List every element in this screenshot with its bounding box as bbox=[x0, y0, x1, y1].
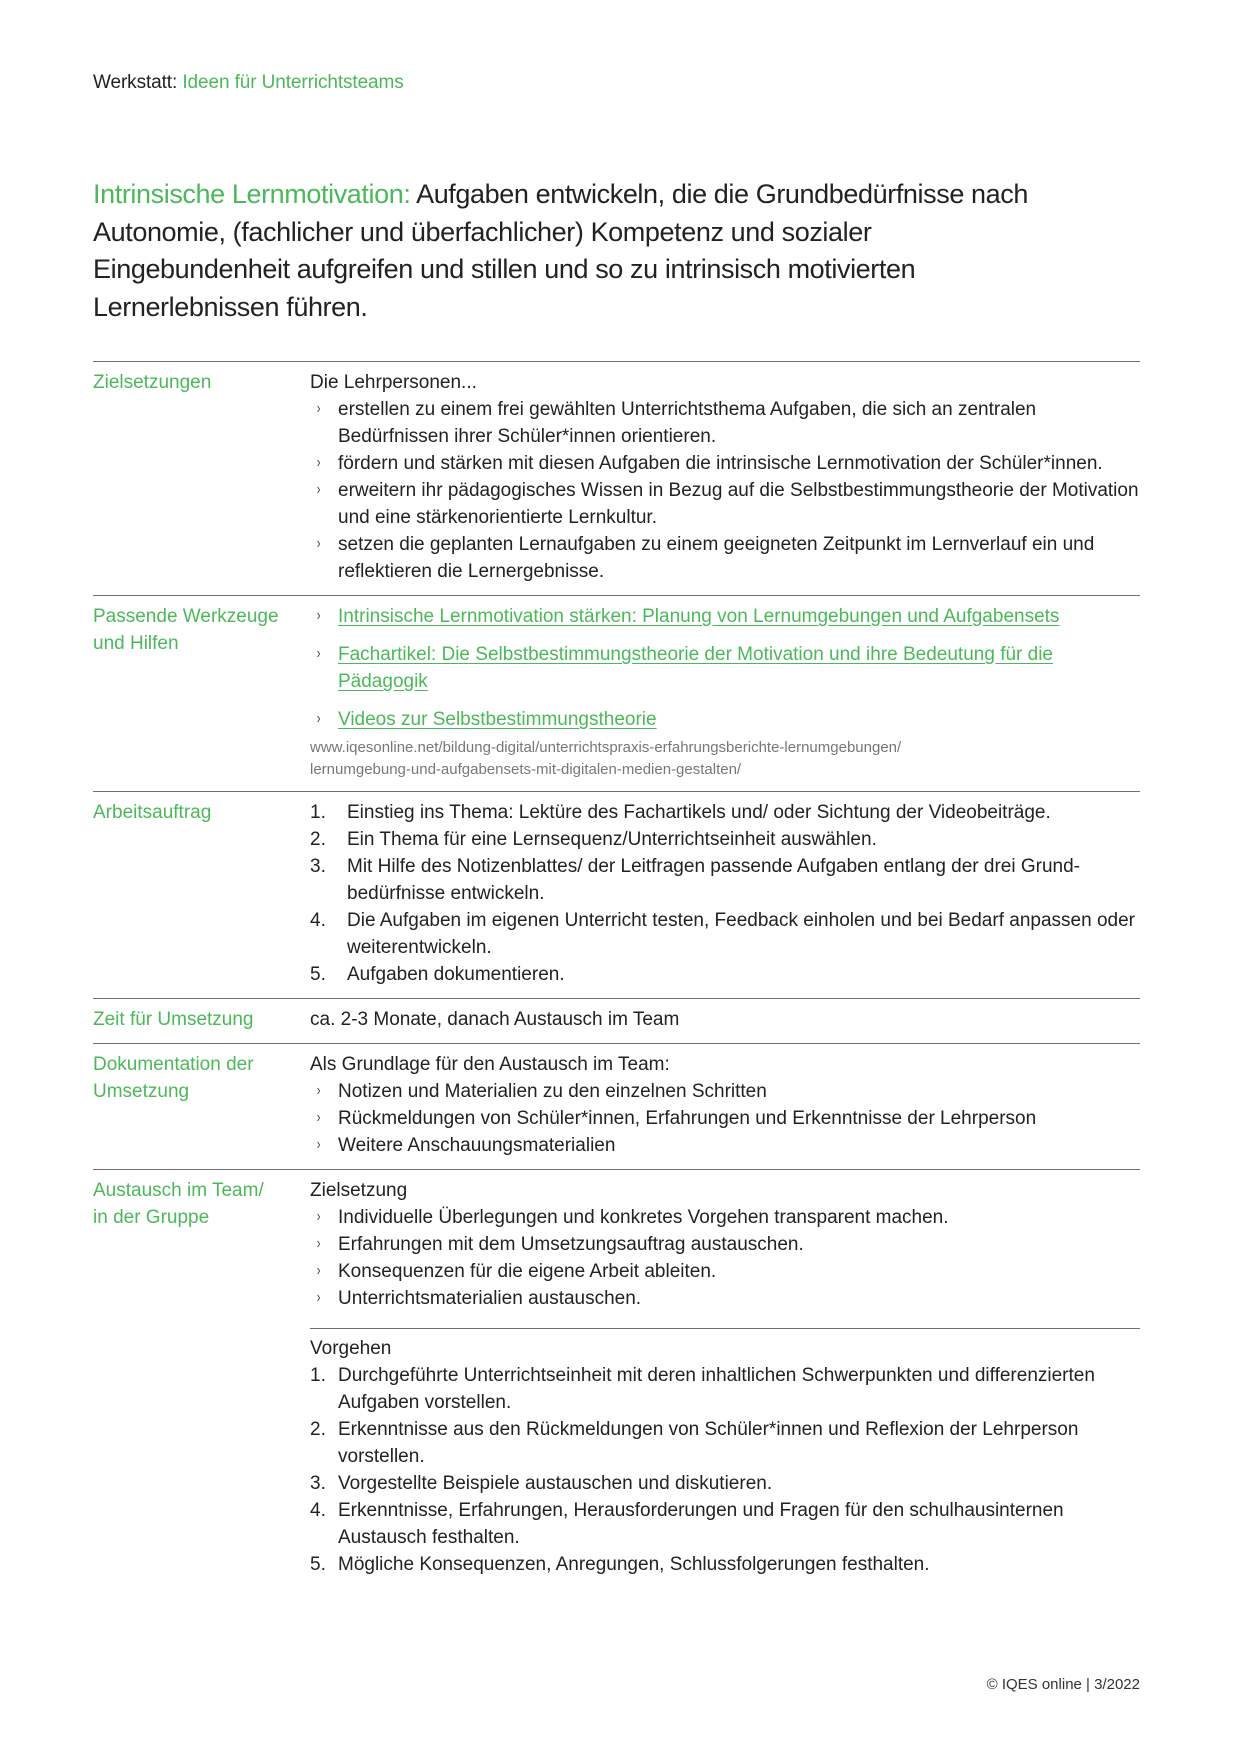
link-lernmotivation-staerken[interactable]: Intrinsische Lernmotivation stärken: Planung von Lernumgebungen und Aufgabensets bbox=[338, 606, 1060, 627]
row-zeit bbox=[93, 998, 1140, 1043]
chevron-right-icon: › bbox=[316, 1136, 321, 1153]
list-item bbox=[310, 706, 1140, 733]
chevron-right-icon: › bbox=[316, 1082, 321, 1099]
row-zielsetzungen bbox=[93, 361, 1140, 595]
row-arbeitsauftrag bbox=[93, 791, 1140, 998]
chevron-right-icon: › bbox=[316, 1289, 321, 1306]
row-body bbox=[310, 603, 1140, 781]
procedure-list bbox=[310, 1362, 1140, 1578]
chevron-right-icon: › bbox=[316, 535, 321, 552]
link-fachartikel[interactable]: Fachartikel: Die Selbstbestimmungstheorie der Motivation und ihre Bedeutung für die Pädagogik bbox=[338, 644, 1053, 692]
list-item: 3. Mit Hilfe des Notizenblattes/ der Leitfragen passende Aufgaben entlang der drei Grund-bedürfnisse entwickeln. bbox=[310, 856, 1081, 904]
list-item: › erstellen zu einem frei gewählten Unterrichtsthema Aufgaben, die sich an zentralen Bedürfnissen ihrer Schüler*innen orientieren. bbox=[310, 396, 1140, 450]
chevron-right-icon: › bbox=[316, 1208, 321, 1225]
link-videos[interactable]: Videos zur Selbstbestimmungstheorie bbox=[338, 709, 657, 730]
row-dokumentation bbox=[93, 1043, 1140, 1169]
task-list bbox=[310, 799, 1140, 988]
header-section: Ideen für Unterrichtsteams bbox=[182, 72, 404, 93]
row-label: Arbeitsauftrag bbox=[93, 802, 212, 823]
list-item: › setzen die geplanten Lernaufgaben zu einem geeigneten Zeitpunkt im Lernverlauf ein und reflektieren die Lernergebnisse. bbox=[310, 531, 1140, 585]
row-body bbox=[310, 799, 1140, 988]
list-item: 5. Aufgaben dokumentieren. bbox=[310, 964, 565, 985]
row-label: Passende Werkzeuge und Hilfen bbox=[93, 606, 279, 654]
header-prefix: Werkstatt: bbox=[93, 72, 183, 93]
list-item: › Konsequenzen für die eigene Arbeit ableiten. bbox=[310, 1258, 1140, 1285]
list-item: 4. Erkenntnisse, Erfahrungen, Herausforderungen und Fragen für den schulhausinternen Austausch festhalten. bbox=[310, 1500, 1064, 1548]
chevron-right-icon: › bbox=[316, 710, 321, 727]
list-item: 1. Einstieg ins Thema: Lektüre des Fachartikels und/ oder Sichtung der Videobeiträge. bbox=[310, 802, 1051, 823]
list-item: › Erfahrungen mit dem Umsetzungsauftrag austauschen. bbox=[310, 1231, 1140, 1258]
resource-links bbox=[310, 603, 1140, 733]
vorgehen-section bbox=[310, 1328, 1140, 1578]
list-item: 1. Durchgeführte Unterrichtseinheit mit deren inhaltlichen Schwerpunkten und differenzierten Aufgaben vorstellen. bbox=[310, 1365, 1095, 1413]
chevron-right-icon: › bbox=[316, 645, 321, 662]
list-item: 2. Erkenntnisse aus den Rückmeldungen von Schüler*innen und Reflexion der Lehrperson vorstellen. bbox=[310, 1419, 1079, 1467]
row-label: Zielsetzungen bbox=[93, 372, 212, 393]
chevron-right-icon: › bbox=[316, 400, 321, 417]
list-item: › Notizen und Materialien zu den einzelnen Schritten bbox=[310, 1078, 1140, 1105]
list-item: 5. Mögliche Konsequenzen, Anregungen, Schlussfolgerungen festhalten. bbox=[310, 1554, 930, 1575]
page-header bbox=[93, 72, 404, 94]
list-item: 3. Vorgestellte Beispiele austauschen und diskutieren. bbox=[310, 1473, 773, 1494]
list-item: › Individuelle Überlegungen und konkretes Vorgehen transparent machen. bbox=[310, 1204, 1140, 1231]
list-item: › Rückmeldungen von Schüler*innen, Erfahrungen und Erkenntnisse der Lehrperson bbox=[310, 1105, 1140, 1132]
chevron-right-icon: › bbox=[316, 1109, 321, 1126]
list-item: › erweitern ihr pädagogisches Wissen in Bezug auf die Selbstbestimmungstheorie der Motivation und eine stärkenorientierte Lernkultur. bbox=[310, 477, 1140, 531]
list-item: › Unterrichtsmaterialien austauschen. bbox=[310, 1285, 1140, 1312]
page-footer: © IQES online | 3/2022 bbox=[986, 1676, 1140, 1693]
chevron-right-icon: › bbox=[316, 1235, 321, 1252]
list-item: › fördern und stärken mit diesen Aufgaben die intrinsische Lernmotivation der Schüler*innen. bbox=[310, 450, 1140, 477]
list-item bbox=[310, 641, 1140, 695]
subsection-heading: Vorgehen bbox=[310, 1338, 392, 1359]
intro-text: Die Lehrpersonen... bbox=[310, 372, 477, 393]
subsection-heading: Zielsetzung bbox=[310, 1180, 408, 1201]
list-item: 4. Die Aufgaben im eigenen Unterricht testen, Feedback einholen und bei Bedarf anpassen oder weiterentwickeln. bbox=[310, 910, 1135, 958]
row-body bbox=[310, 1177, 1140, 1578]
chevron-right-icon: › bbox=[316, 481, 321, 498]
row-label: Zeit für Umsetzung bbox=[93, 1009, 254, 1030]
intro-text: Als Grundlage für den Austausch im Team: bbox=[310, 1054, 670, 1075]
chevron-right-icon: › bbox=[316, 454, 321, 471]
goals-list bbox=[310, 396, 1140, 585]
documentation-list bbox=[310, 1078, 1140, 1159]
page-title bbox=[93, 176, 1053, 326]
row-body: ca. 2-3 Monate, danach Austausch im Team bbox=[310, 1009, 680, 1030]
row-body bbox=[310, 1051, 1140, 1159]
chevron-right-icon: › bbox=[316, 607, 321, 624]
row-werkzeuge bbox=[93, 595, 1140, 791]
chevron-right-icon: › bbox=[316, 1262, 321, 1279]
row-body bbox=[310, 369, 1140, 585]
row-label: Austausch im Team/ in der Gruppe bbox=[93, 1180, 264, 1228]
title-text: Aufgaben entwickeln, die die Grundbedürfnisse nach Autonomie, (fachlicher und überfachlicher) Kompetenz und sozialer Eingebundenheit aufgreifen und stillen und so zu intrinsisch motivierten Lernerlebnissen führen. bbox=[93, 179, 1028, 322]
exchange-goals-list bbox=[310, 1204, 1140, 1312]
list-item: › Weitere Anschauungsmaterialien bbox=[310, 1132, 1140, 1159]
workshop-table bbox=[93, 361, 1140, 1588]
list-item: 2. Ein Thema für eine Lernsequenz/Unterrichtseinheit auswählen. bbox=[310, 829, 877, 850]
row-austausch bbox=[93, 1169, 1140, 1588]
source-url: www.iqesonline.net/bildung-digital/unterrichtspraxis-erfahrungsberichte-lernumgebungen/ lernumgebung-und-aufgabensets-mit-digitalen-medien-gestalten/ bbox=[310, 739, 902, 778]
title-highlight: Intrinsische Lernmotivation: bbox=[93, 179, 411, 209]
list-item bbox=[310, 603, 1140, 630]
row-label: Dokumentation der Umsetzung bbox=[93, 1054, 254, 1102]
